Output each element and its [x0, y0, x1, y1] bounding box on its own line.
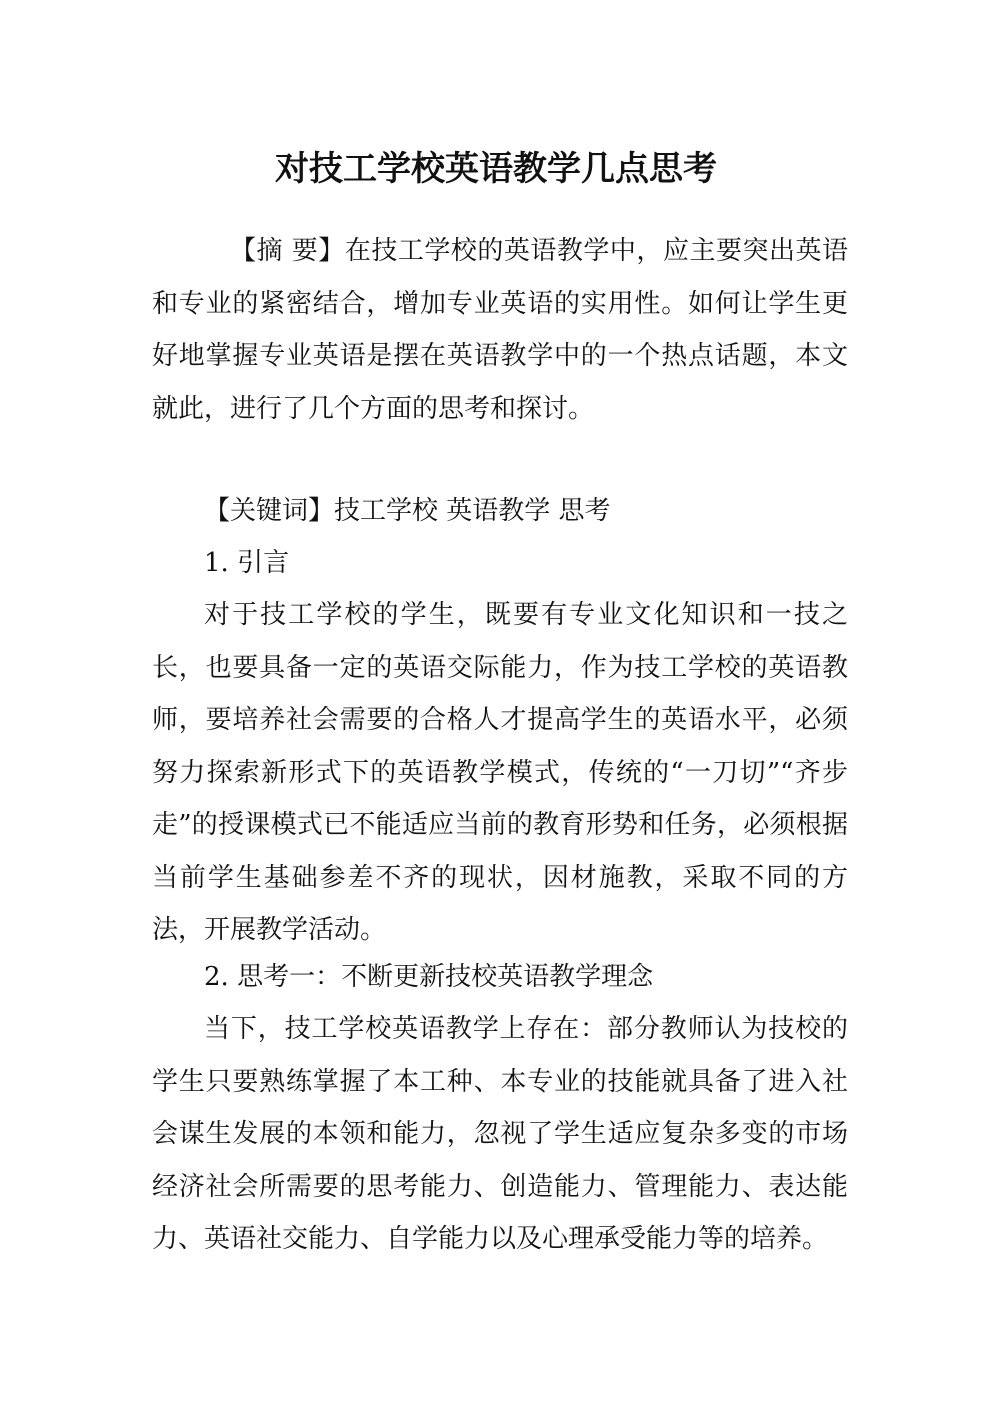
- section-1-body: 对于技工学校的学生，既要有专业文化知识和一技之长，也要具备一定的英语交际能力，作为技工学校的英语教师，要培养社会需要的合格人才提高学生的英语水平，必须努力探索新形式下的英语教学模式，传统的“一刀切”“齐步走”的授课模式已不能适应当前的教育形势和任务，必须根据当前学生基础参差不齐的现状，因材施教，采取不同的方法，开展教学活动。: [152, 600, 848, 945]
- section-2-heading: 2. 思考一：不断更新技校英语教学理念: [204, 962, 654, 992]
- abstract-paragraph: 【摘 要】在技工学校的英语教学中，应主要突出英语和专业的紧密结合，增加专业英语的实用性。如何让学生更好地掌握专业英语是摆在英语教学中的一个热点话题，本文就此，进行了几个方面的思考和探讨。: [152, 236, 848, 424]
- section-2-body: 当下，技工学校英语教学上存在：部分教师认为技校的学生只要熟练掌握了本工种、本专业的技能就具备了进入社会谋生发展的本领和能力，忽视了学生适应复杂多变的市场经济社会所需要的思考能力、创造能力、管理能力、表达能力、英语社交能力、自学能力以及心理承受能力等的培养。: [152, 1014, 848, 1254]
- document-title: 对技工学校英语教学几点思考: [275, 148, 717, 189]
- keywords-line: 【关键词】技工学校 英语教学 思考: [204, 496, 611, 526]
- section-1-heading: 1. 引言: [204, 548, 290, 578]
